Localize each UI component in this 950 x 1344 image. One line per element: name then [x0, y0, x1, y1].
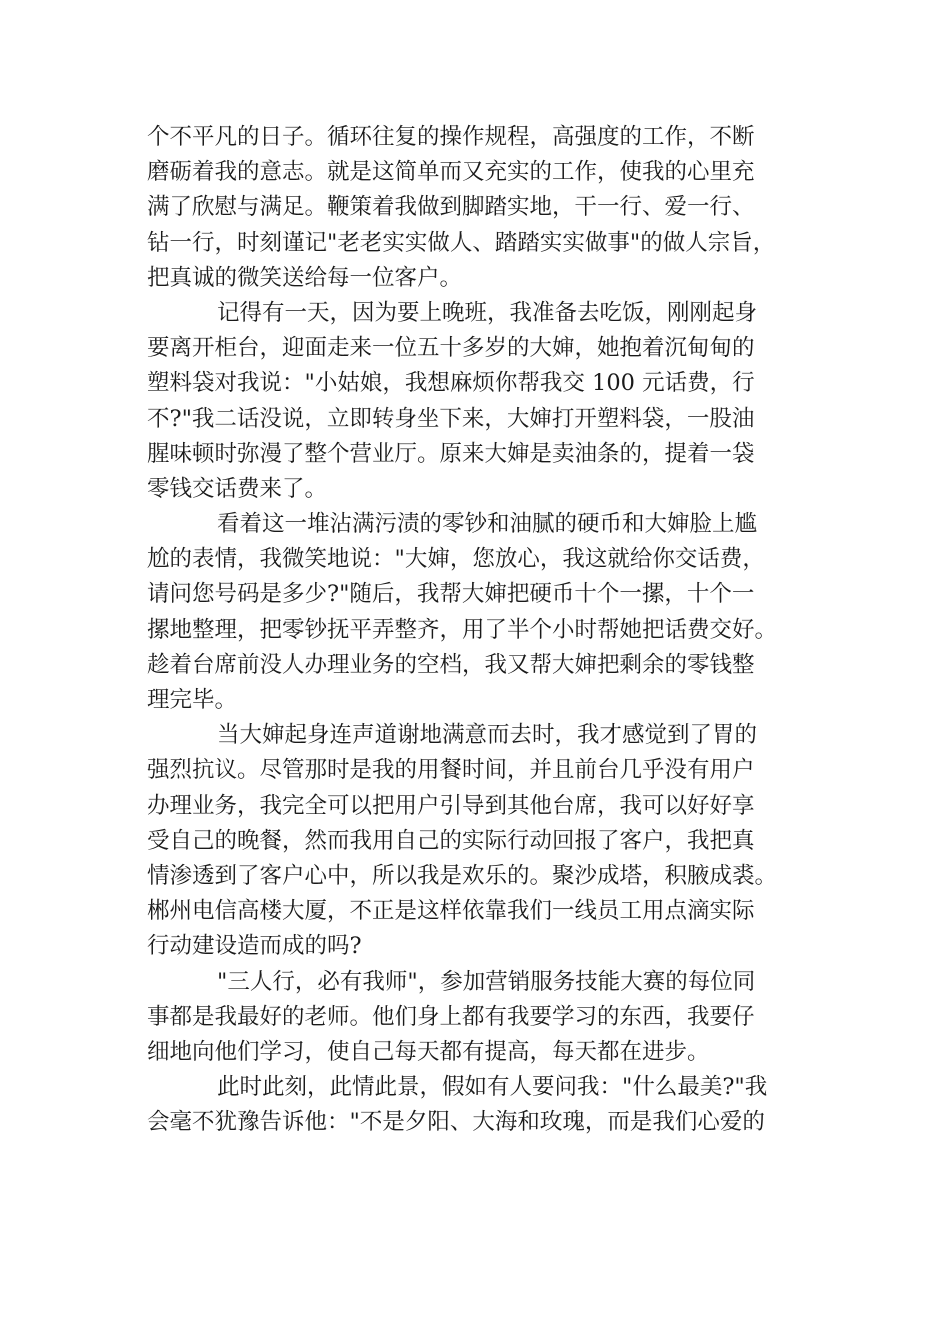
text-line: 趁着台席前没人办理业务的空档，我又帮大婶把剩余的零钱整 — [147, 651, 755, 678]
text-line: 钻一行，时刻谨记"老老实实做人、踏踏实实做事"的做人宗旨， — [147, 229, 776, 256]
text-line: 会毫不犹豫告诉他："不是夕阳、大海和玫瑰，而是我们心爱的 — [147, 1109, 765, 1136]
text-line: 满了欣慰与满足。鞭策着我做到脚踏实地，干一行、爱一行、 — [147, 194, 755, 221]
text-line: 把真诚的微笑送给每一位客户。 — [147, 264, 463, 291]
text-line: 腥味顿时弥漫了整个营业厅。原来大婶是卖油条的，提着一袋 — [147, 440, 755, 467]
text-line: 塑料袋对我说："小姑娘，我想麻烦你帮我交 100 元话费，行 — [147, 370, 755, 397]
paragraph-first-line: 当大婶起身连声道谢地满意而去时，我才感觉到了胃的 — [217, 722, 758, 749]
text-line: 情渗透到了客户心中，所以我是欢乐的。聚沙成塔，积腋成裘。 — [147, 862, 778, 889]
paragraph-first-line: 此时此刻，此情此景，假如有人要问我："什么最美?"我 — [217, 1074, 768, 1101]
text-line: 行动建设造而成的吗? — [147, 933, 362, 960]
text-line: 郴州电信高楼大厦，不正是这样依靠我们一线员工用点滴实际 — [147, 898, 755, 925]
text-line: 办理业务，我完全可以把用户引导到其他台席，我可以好好享 — [147, 792, 755, 819]
text-line: 尬的表情，我微笑地说："大婶，您放心，我这就给你交话费， — [147, 546, 765, 573]
paragraph-first-line: 看着这一堆沾满污渍的零钞和油腻的硬币和大婶脸上尴 — [217, 511, 758, 538]
text-line: 细地向他们学习，使自己每天都有提高，每天都在进步。 — [147, 1038, 710, 1065]
paragraph-first-line: "三人行，必有我师"，参加营销服务技能大赛的每位同 — [217, 968, 756, 995]
text-line: 个不平凡的日子。循环往复的操作规程，高强度的工作，不断 — [147, 124, 755, 150]
text-line: 受自己的晚餐，然而我用自己的实际行动回报了客户，我把真 — [147, 827, 755, 854]
text-line: 理完毕。 — [147, 687, 238, 713]
text-line: 不?"我二话没说，立即转身坐下来，大婶打开塑料袋，一股油 — [147, 405, 755, 432]
text-line: 强烈抗议。尽管那时是我的用餐时间，并且前台几乎没有用户 — [147, 757, 755, 784]
text-line: 要离开柜台，迎面走来一位五十多岁的大婶，她抱着沉甸甸的 — [147, 335, 755, 362]
text-line: 事都是我最好的老师。他们身上都有我要学习的东西，我要仔 — [147, 1003, 755, 1030]
body-text — [147, 120, 807, 1140]
paragraph-first-line: 记得有一天，因为要上晚班，我准备去吃饭，刚刚起身 — [217, 299, 758, 326]
text-line: 零钱交话费来了。 — [147, 475, 328, 502]
text-line: 磨砺着我的意志。就是这简单而又充实的工作，使我的心里充 — [147, 159, 755, 186]
text-line: 请问您号码是多少?"随后，我帮大婶把硬币十个一摞，十个一 — [147, 581, 755, 608]
text-line: 摞地整理，把零钞抚平弄整齐，用了半个小时帮她把话费交好。 — [147, 616, 778, 643]
